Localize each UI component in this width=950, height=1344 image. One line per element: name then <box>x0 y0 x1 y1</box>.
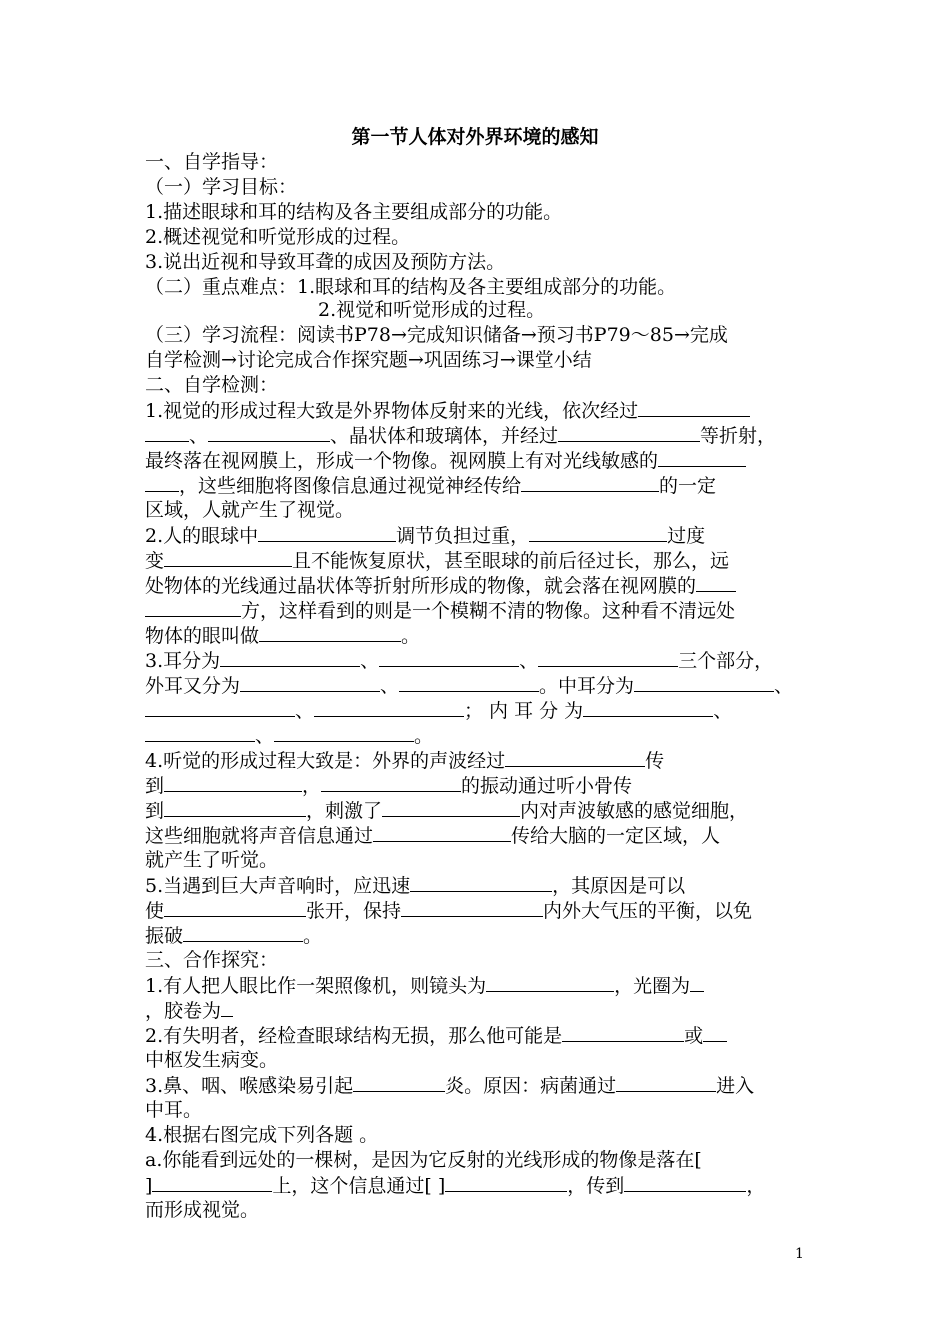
question-line: 1.有人把人眼比作一架照像机，则镜头为 ，光圈为 <box>145 973 810 999</box>
answer-blank[interactable] <box>220 648 360 667</box>
question-line: 到 ， 的振动通过听小骨传 <box>145 775 633 797</box>
answer-blank[interactable] <box>164 898 306 917</box>
question-line: 中枢发生病变。 <box>145 1049 279 1071</box>
question-line: a.你能看到远处的一棵树，是因为它反射的光线形成的物像是落在[ <box>145 1149 702 1171</box>
answer-blank[interactable] <box>703 1023 727 1042</box>
answer-blank[interactable] <box>145 423 189 442</box>
question-line: 、 、晶状体和玻璃体，并经过 等折射， <box>145 423 810 449</box>
question-line: 4.听觉的形成过程大致是：外界的声波经过 传 <box>145 750 665 772</box>
question-line: 变 且不能恢复原状，甚至眼球的前后径过长，那么，远 <box>145 550 730 572</box>
question-line: ，胶卷为 <box>145 998 810 1024</box>
answer-blank[interactable] <box>399 673 539 692</box>
answer-blank[interactable] <box>616 1073 716 1092</box>
question-line: 物体的眼叫做 。 <box>145 625 421 647</box>
answer-blank[interactable] <box>634 673 774 692</box>
answer-blank[interactable] <box>558 423 700 442</box>
answer-blank[interactable] <box>624 1173 746 1192</box>
answer-blank[interactable] <box>353 1073 445 1092</box>
answer-blank[interactable] <box>183 923 303 942</box>
answer-blank[interactable] <box>259 623 401 642</box>
text-line: 2.视觉和听觉形成的过程。 <box>318 299 546 321</box>
question-line: ] 上，这个信息通过[ ] ，传到 ， <box>145 1175 766 1197</box>
answer-blank[interactable] <box>314 698 464 717</box>
question-line: 、 。 <box>145 723 810 749</box>
answer-blank[interactable] <box>696 573 736 592</box>
question-line: ，这些细胞将图像信息通过视觉神经传给 的一定 <box>145 473 810 499</box>
question-line: 2.有失明者，经检查眼球结构无损，那么他可能是 或 <box>145 1023 810 1049</box>
answer-blank[interactable] <box>274 723 414 742</box>
question-line: 处物体的光线通过晶状体等折射所形成的物像，就会落在视网膜的 <box>145 573 810 599</box>
question-line: 使 张开，保持 内外大气压的平衡，以免 <box>145 900 753 922</box>
answer-blank[interactable] <box>521 473 659 492</box>
answer-blank[interactable] <box>152 1173 272 1192</box>
answer-blank[interactable] <box>145 598 241 617</box>
question-line: 2.人的眼球中 调节负担过重， 过度 <box>145 525 706 547</box>
question-line: 1.视觉的形成过程大致是外界物体反射来的光线，依次经过 <box>145 398 810 424</box>
text-line: 2.概述视觉和听觉形成的过程。 <box>145 226 411 248</box>
question-line: 就产生了听觉。 <box>145 849 279 871</box>
question-line: 最终落在视网膜上，形成一个物像。视网膜上有对光线敏感的 <box>145 448 810 474</box>
answer-blank[interactable] <box>529 523 667 542</box>
answer-blank[interactable] <box>221 998 233 1017</box>
text-line: （三）学习流程：阅读书P78→完成知识储备→预习书P79～85→完成 <box>145 324 728 346</box>
answer-blank[interactable] <box>445 1173 567 1192</box>
subsection-heading: （一）学习目标： <box>145 176 298 198</box>
answer-blank[interactable] <box>208 423 330 442</box>
question-line: 5.当遇到巨大声音响时，应迅速 ，其原因是可以 <box>145 875 686 897</box>
question-line: 外耳又分为 、 。中耳分为 、 <box>145 675 794 697</box>
answer-blank[interactable] <box>583 698 713 717</box>
text-line: （二）重点难点：1.眼球和耳的结构及各主要组成部分的功能。 <box>145 276 677 298</box>
answer-blank[interactable] <box>373 823 511 842</box>
answer-blank[interactable] <box>164 548 292 567</box>
answer-blank[interactable] <box>145 473 179 492</box>
text-line: 3.说出近视和导致耳聋的成因及预防方法。 <box>145 251 506 273</box>
question-line: 3.鼻、咽、喉感染易引起 炎。原因：病菌通过 进入 <box>145 1075 755 1097</box>
text-line: 自学检测→讨论完成合作探究题→巩固练习→课堂小结 <box>145 349 592 371</box>
answer-blank[interactable] <box>321 773 461 792</box>
answer-blank[interactable] <box>258 523 396 542</box>
answer-blank[interactable] <box>658 448 746 467</box>
answer-blank[interactable] <box>145 698 295 717</box>
answer-blank[interactable] <box>562 1023 684 1042</box>
section-heading: 一、自学指导： <box>145 151 279 173</box>
question-line: 3.耳分为 、 、 三个部分， <box>145 650 774 672</box>
question-line: 到 ，刺激了 内对声波敏感的感觉细胞， <box>145 800 749 822</box>
question-line: 而形成视觉。 <box>145 1199 260 1221</box>
answer-blank[interactable] <box>486 973 614 992</box>
question-line: 区域，人就产生了视觉。 <box>145 499 355 521</box>
section-heading: 二、自学检测： <box>145 374 279 396</box>
page-number: 1 <box>795 1246 804 1262</box>
answer-blank[interactable] <box>382 798 520 817</box>
answer-blank[interactable] <box>505 748 645 767</box>
answer-blank[interactable] <box>638 398 750 417</box>
question-line: 振破 。 <box>145 925 323 947</box>
answer-blank[interactable] <box>164 798 306 817</box>
question-line: 中耳。 <box>145 1099 203 1121</box>
answer-blank[interactable] <box>379 648 519 667</box>
section-heading: 三、合作探究： <box>145 949 279 971</box>
answer-blank[interactable] <box>401 898 543 917</box>
page-title: 第一节人体对外界环境的感知 <box>351 126 599 148</box>
answer-blank[interactable] <box>240 673 380 692</box>
question-line: 4.根据右图完成下列各题 。 <box>145 1124 379 1146</box>
text-line: 1.描述眼球和耳的结构及各主要组成部分的功能。 <box>145 201 563 223</box>
answer-blank[interactable] <box>690 973 704 992</box>
question-line: 这些细胞就将声音信息通过 传给大脑的一定区域，人 <box>145 825 721 847</box>
answer-blank[interactable] <box>538 648 678 667</box>
answer-blank[interactable] <box>164 773 302 792</box>
answer-blank[interactable] <box>410 873 552 892</box>
answer-blank[interactable] <box>145 723 255 742</box>
question-line: 方，这样看到的则是一个模糊不清的物像。这种看不清远处 <box>145 598 810 624</box>
question-line: 、 ； 内 耳 分 为 、 <box>145 698 810 724</box>
